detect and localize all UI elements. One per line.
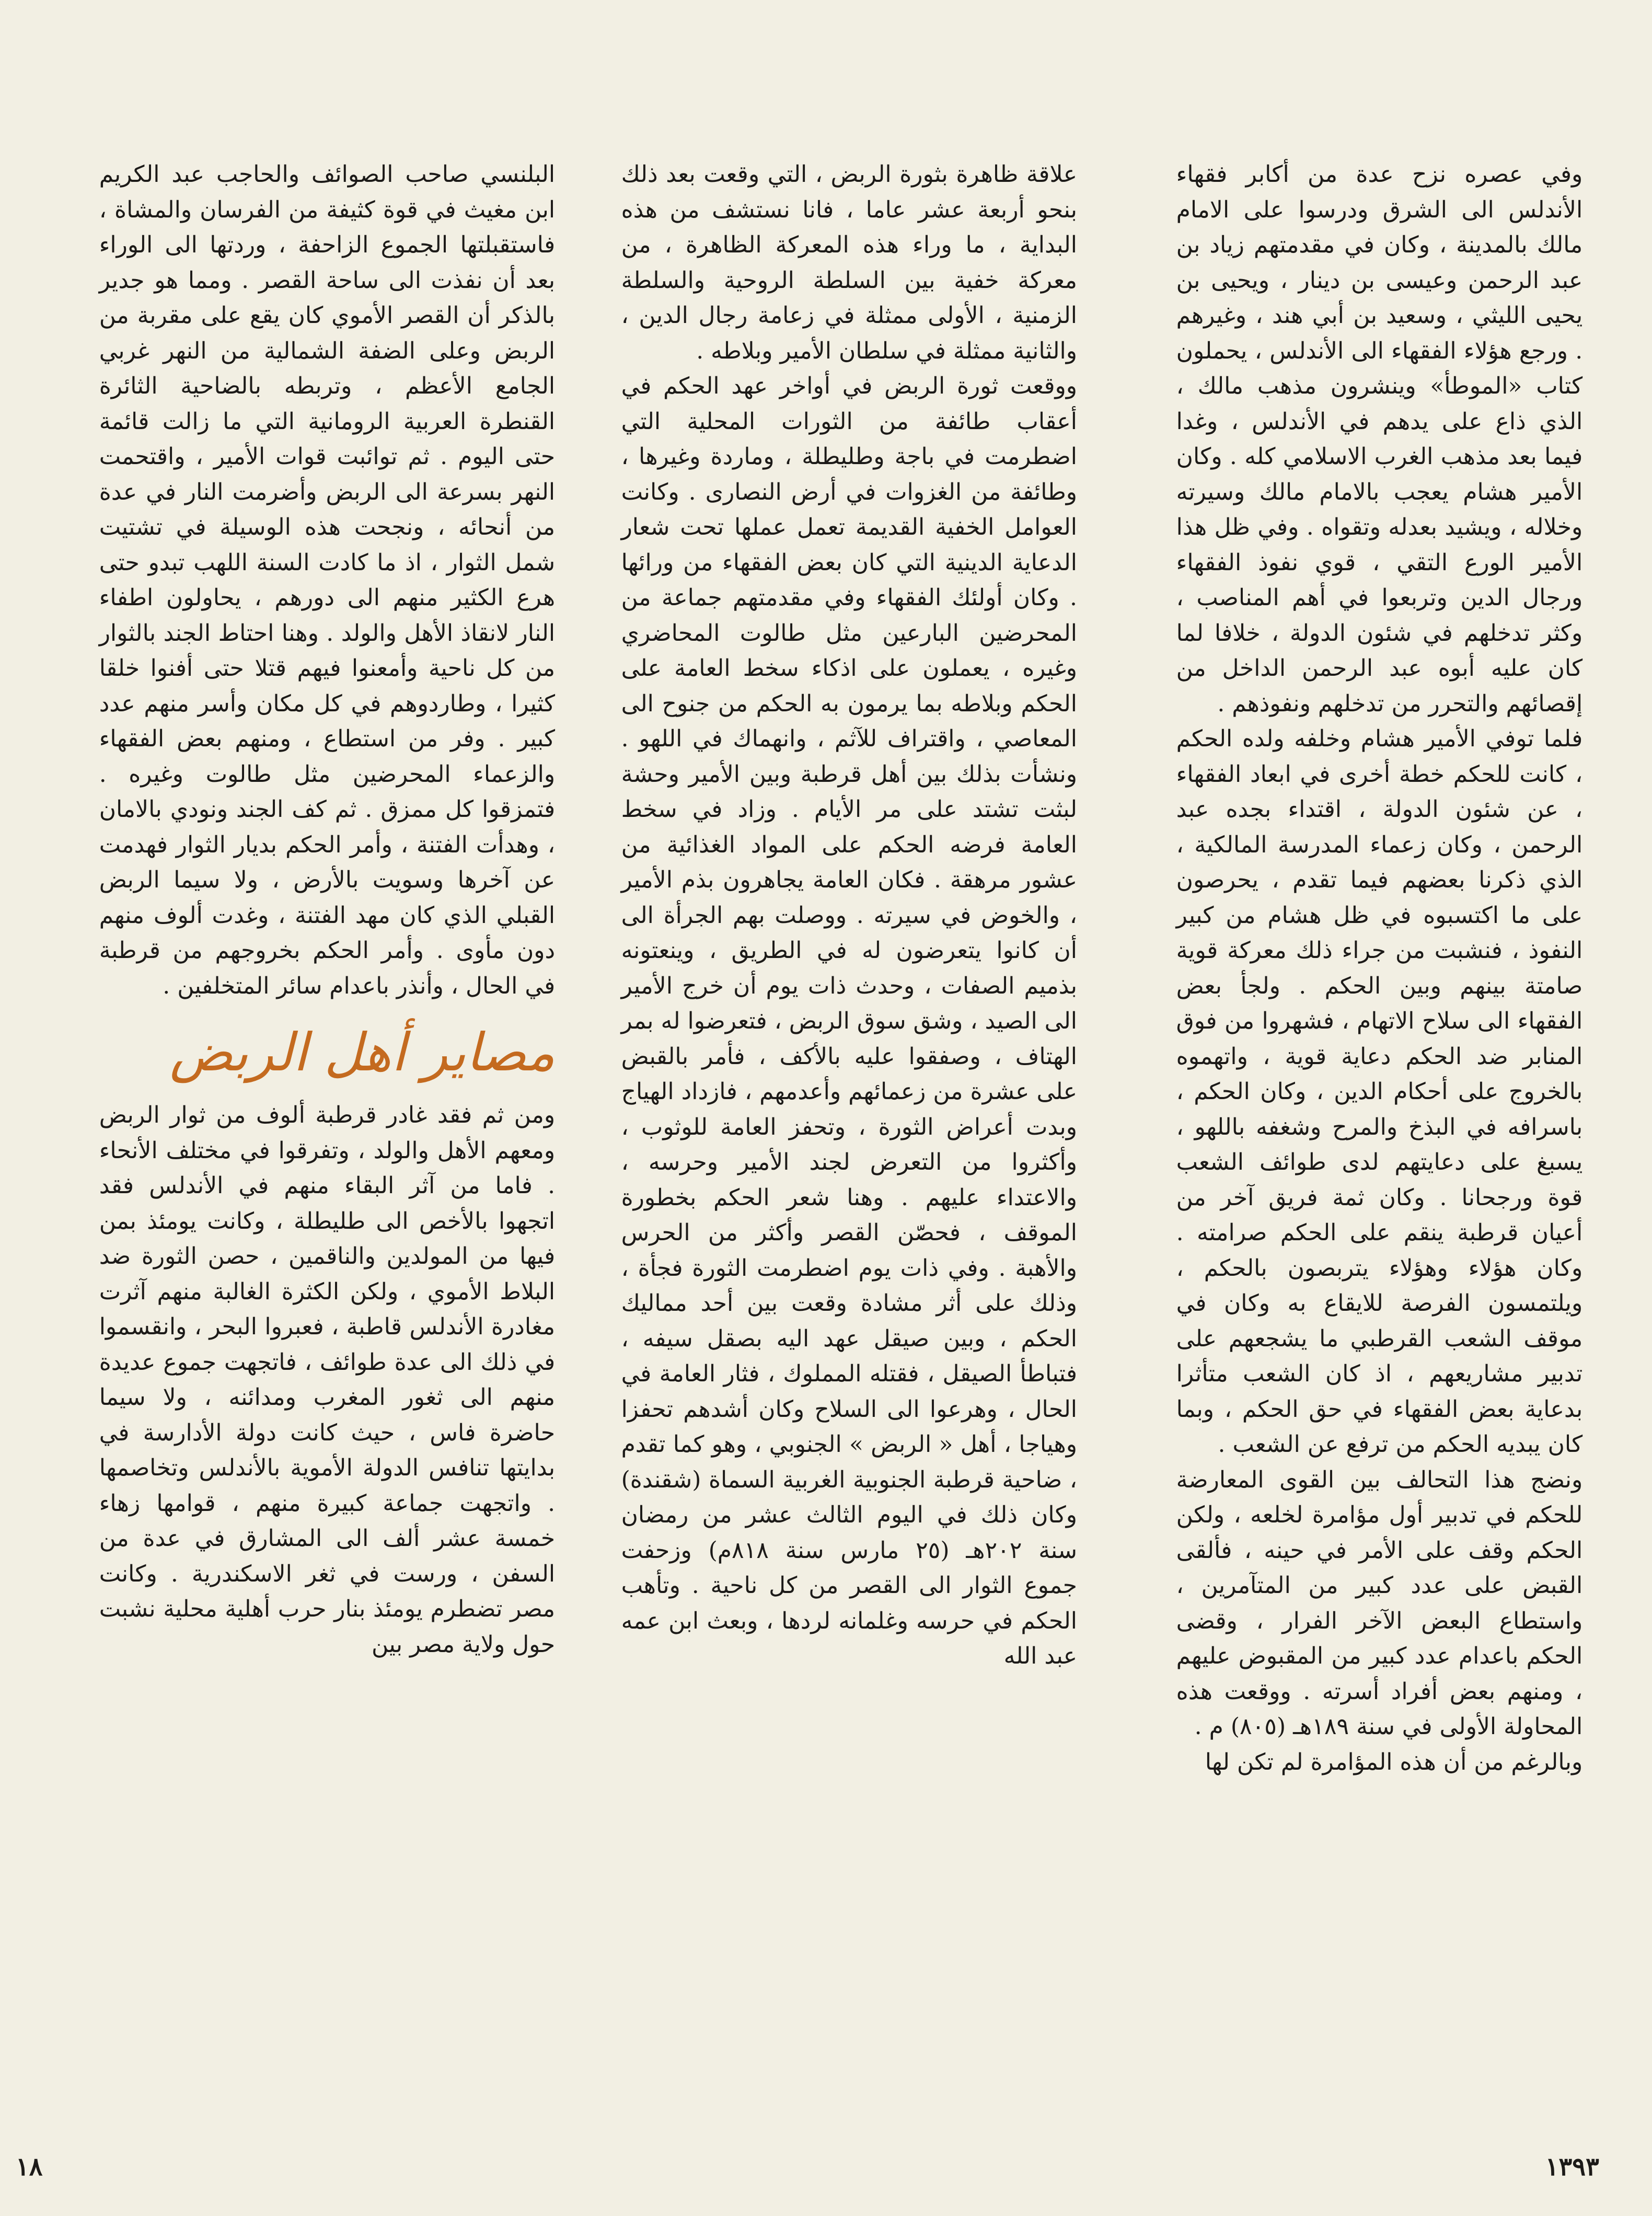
article-column-left (99, 157, 555, 1662)
page-number-right: ١٣٩٣ (1545, 2152, 1599, 2182)
page-number-left: ١٨ (16, 2152, 43, 2182)
paragraph: البلنسي صاحب الصوائف والحاجب عبد الكريم ابن مغيث في قوة كثيفة من الفرسان والمشاة ، فاستقبلتها الجموع الزاحفة ، وردتها الى الوراء بعد أن نفذت الى ساحة القصر . ومما هو جدير بالذكر أن القصر الأموي كان يقع على مقربة من الربض وعلى الضفة الشمالية من النهر غربي الجامع الأعظم ، وتربطه بالضاحية الثائرة القنطرة العربية الرومانية التي ما زالت قائمة حتى اليوم . ثم توائبت قوات الأمير ، واقتحمت النهر بسرعة الى الربض وأضرمت النار في عدة من أنحائه ، ونجحت هذه الوسيلة في تشتيت شمل الثوار ، اذ ما كادت السنة اللهب تبدو حتى هرع الكثير منهم الى دورهم ، يحاولون اطفاء النار لانقاذ الأهل والولد . وهنا احتاط الجند بالثوار من كل ناحية وأمعنوا فيهم قتلا حتى أفنوا خلقا كثيرا ، وطاردوهم في كل مكان وأسر منهم عدد كبير . وفر من استطاع ، ومنهم بعض الفقهاء والزعماء المحرضين مثل طالوت وغيره . فتمزقوا كل ممزق . ثم كف الجند ونودي بالامان ، وهدأت الفتنة ، وأمر الحكم بديار الثوار فهدمت عن آخرها وسويت بالأرض ، ولا سيما الربض القبلي الذي كان مهد الفتنة ، وغدت ألوف منهم دون مأوى . وأمر الحكم بخروجهم من قرطبة في الحال ، وأنذر باعدام سائر المتخلفين . (99, 161, 556, 999)
paragraph: ووقعت ثورة الربض في أواخر عهد الحكم في أعقاب طائفة من الثورات المحلية التي اضطرمت في باجة وطليطلة ، وماردة وغيرها ، وطائفة من الغزوات في أرض النصارى . وكانت العوامل الخفية القديمة تعمل عملها تحت شعار الدعاية الدينية التي كان بعض الفقهاء من ورائها . وكان أولئك الفقهاء وفي مقدمتهم جماعة من المحرضين البارعين مثل طالوت المحاضري وغيره ، يعملون على اذكاء سخط العامة على الحكم وبلاطه بما يرمون به الحكم من جنوح الى المعاصي ، واقتراف للآثم ، وانهماك في اللهو . ونشأت بذلك بين أهل قرطبة وبين الأمير وحشة لبثت تشتد على مر الأيام . وزاد في سخط العامة فرضه الحكم على المواد الغذائية من عشور مرهقة . فكان العامة يجاهرون بذم الأمير ، والخوض في سيرته . ووصلت بهم الجرأة الى أن كانوا يتعرضون له في الطريق ، وينعتونه بذميم الصفات ، وحدث ذات يوم أن خرج الأمير الى الصيد ، وشق سوق الربض ، فتعرضوا له بمر الهتاف ، وصفقوا عليه بالأكف ، فأمر بالقبض على عشرة من زعمائهم وأعدمهم ، فازداد الهياج وبدت أعراض الثورة ، وتحفز العامة للوثوب ، وأكثروا من التعرض لجند الأمير وحرسه ، والاعتداء عليهم . وهنا شعر الحكم بخطورة الموقف ، فحصّن القصر وأكثر من الحرس والأهبة . وفي ذات يوم اضطرمت الثورة فجأة ، وذلك على أثر مشادة وقعت بين أحد مماليك الحكم ، وبين صيقل عهد اليه بصقل سيفه ، فتباطأ الصيقل ، فقتله المملوك ، فثار العامة في الحال ، وهرعوا الى السلاح وكان أشدهم تحفزا وهياجا ، أهل « الربض » الجنوبي ، وهو كما تقدم ، ضاحية قرطبة الجنوبية الغربية السماة (شقندة) وكان ذلك في اليوم الثالث عشر من رمضان سنة ٢٠٢هـ (٢٥ مارس سنة ٨١٨م) وزحفت جموع الثوار الى القصر من كل ناحية . وتأهب الحكم في حرسه وغلمانه لردها ، وبعث ابن عمه عبد الله (621, 373, 1077, 1669)
article-column-right (1176, 157, 1583, 1780)
paragraph: علاقة ظاهرة بثورة الربض ، التي وقعت بعد ذلك بنحو أربعة عشر عاما ، فانا نستشف من هذه البداية ، ما وراء هذه المعركة الظاهرة ، من معركة خفية بين السلطة الروحية والسلطة الزمنية ، الأولى ممثلة في زعامة رجال الدين ، والثانية ممثلة في سلطان الأمير وبلاطه . (621, 161, 1077, 364)
paragraph: ونضج هذا التحالف بين القوى المعارضة للحكم في تدبير أول مؤامرة لخلعه ، ولكن الحكم وقف على الأمر في حينه ، فألقى القبض على عدد كبير من المتآمرين ، واستطاع البعض الآخر الفرار ، وقضى الحكم باعدام عدد كبير من المقبوض عليهم ، ومنهم بعض أفراد أسرته . ووقعت هذه المحاولة الأولى في سنة ١٨٩هـ (٨٠٥) م . (1176, 1466, 1583, 1740)
paragraph: وفي عصره نزح عدة من أكابر فقهاء الأندلس الى الشرق ودرسوا على الامام مالك بالمدينة ، وكان في مقدمتهم زياد بن عبد الرحمن وعيسى بن دينار ، ويحيى بن يحيى الليثي ، وسعيد بن أبي هند ، وغيرهم . ورجع هؤلاء الفقهاء الى الأندلس ، يحملون كتاب «الموطأ» وينشرون مذهب مالك ، الذي ذاع على يدهم في الأندلس ، وغدا فيما بعد مذهب الغرب الاسلامي كله . وكان الأمير هشام يعجب بالامام مالك وسيرته وخلاله ، ويشيد بعدله وتقواه . وفي ظل هذا الأمير الورع التقي ، قوي نفوذ الفقهاء ورجال الدين وتربعوا في أهم المناصب ، وكثر تدخلهم في شئون الدولة ، خلافا لما كان عليه أبوه عبد الرحمن الداخل من إقصائهم والتحرر من تدخلهم ونفوذهم . (1176, 161, 1583, 717)
paragraph: فلما توفي الأمير هشام وخلفه ولده الحكم ، كانت للحكم خطة أخرى في ابعاد الفقهاء ، عن شئون الدولة ، اقتداء بجده عبد الرحمن ، وكان زعماء المدرسة المالكية ، الذي ذكرنا بعضهم فيما تقدم ، يحرصون على ما اكتسبوه في ظل هشام من كبير النفوذ ، فنشبت من جراء ذلك معركة قوية صامتة بينهم وبين الحكم . ولجأ بعض الفقهاء الى سلاح الاتهام ، فشهروا من فوق المنابر ضد الحكم دعاية قوية ، واتهموه بالخروج على أحكام الدين ، وكان الحكم ، باسرافه في البذخ والمرح وشغفه باللهو ، يسبغ على دعايتهم لدى طوائف الشعب قوة ورجحانا . وكان ثمة فريق آخر من أعيان قرطبة ينقم على الحكم صرامته . وكان هؤلاء وهؤلاء يتربصون بالحكم ، ويلتمسون الفرصة للايقاع به وكان في موقف الشعب القرطبي ما يشجعهم على تدبير مشاريعهم ، اذ كان الشعب متأثرا بدعاية بعض الفقهاء في حق الحكم ، وبما كان يبديه الحكم من ترفع عن الشعب . (1176, 725, 1583, 1458)
paragraph: ومن ثم فقد غادر قرطبة ألوف من ثوار الربض ومعهم الأهل والولد ، وتفرقوا في مختلف الأنحاء . فاما من آثر البقاء منهم في الأندلس فقد اتجهوا بالأخص الى طليطلة ، وكانت يومئذ بمن فيها من المولدين والناقمين ، حصن الثورة ضد البلاط الأموي ، ولكن الكثرة الغالبة منهم آثرت مغادرة الأندلس قاطبة ، فعبروا البحر ، وانقسموا في ذلك الى عدة طوائف ، فاتجهت جموع عديدة منهم الى ثغور المغرب ومدائنه ، ولا سيما حاضرة فاس ، حيث كانت دولة الأدارسة في بدايتها تنافس الدولة الأموية بالأندلس وتخاصمها . واتجهت جماعة كبيرة منهم ، قوامها زهاء خمسة عشر ألف الى المشارق في عدة من السفن ، ورست في ثغر الاسكندرية . وكانت مصر تضطرم يومئذ بنار حرب أهلية محلية نشبت حول ولاية مصر بين (99, 1102, 556, 1658)
paragraph: وبالرغم من أن هذه المؤامرة لم تكن لها (1205, 1748, 1583, 1775)
section-heading: مصاير أهل الربض (169, 1022, 556, 1083)
article-column-middle (621, 157, 1077, 1674)
